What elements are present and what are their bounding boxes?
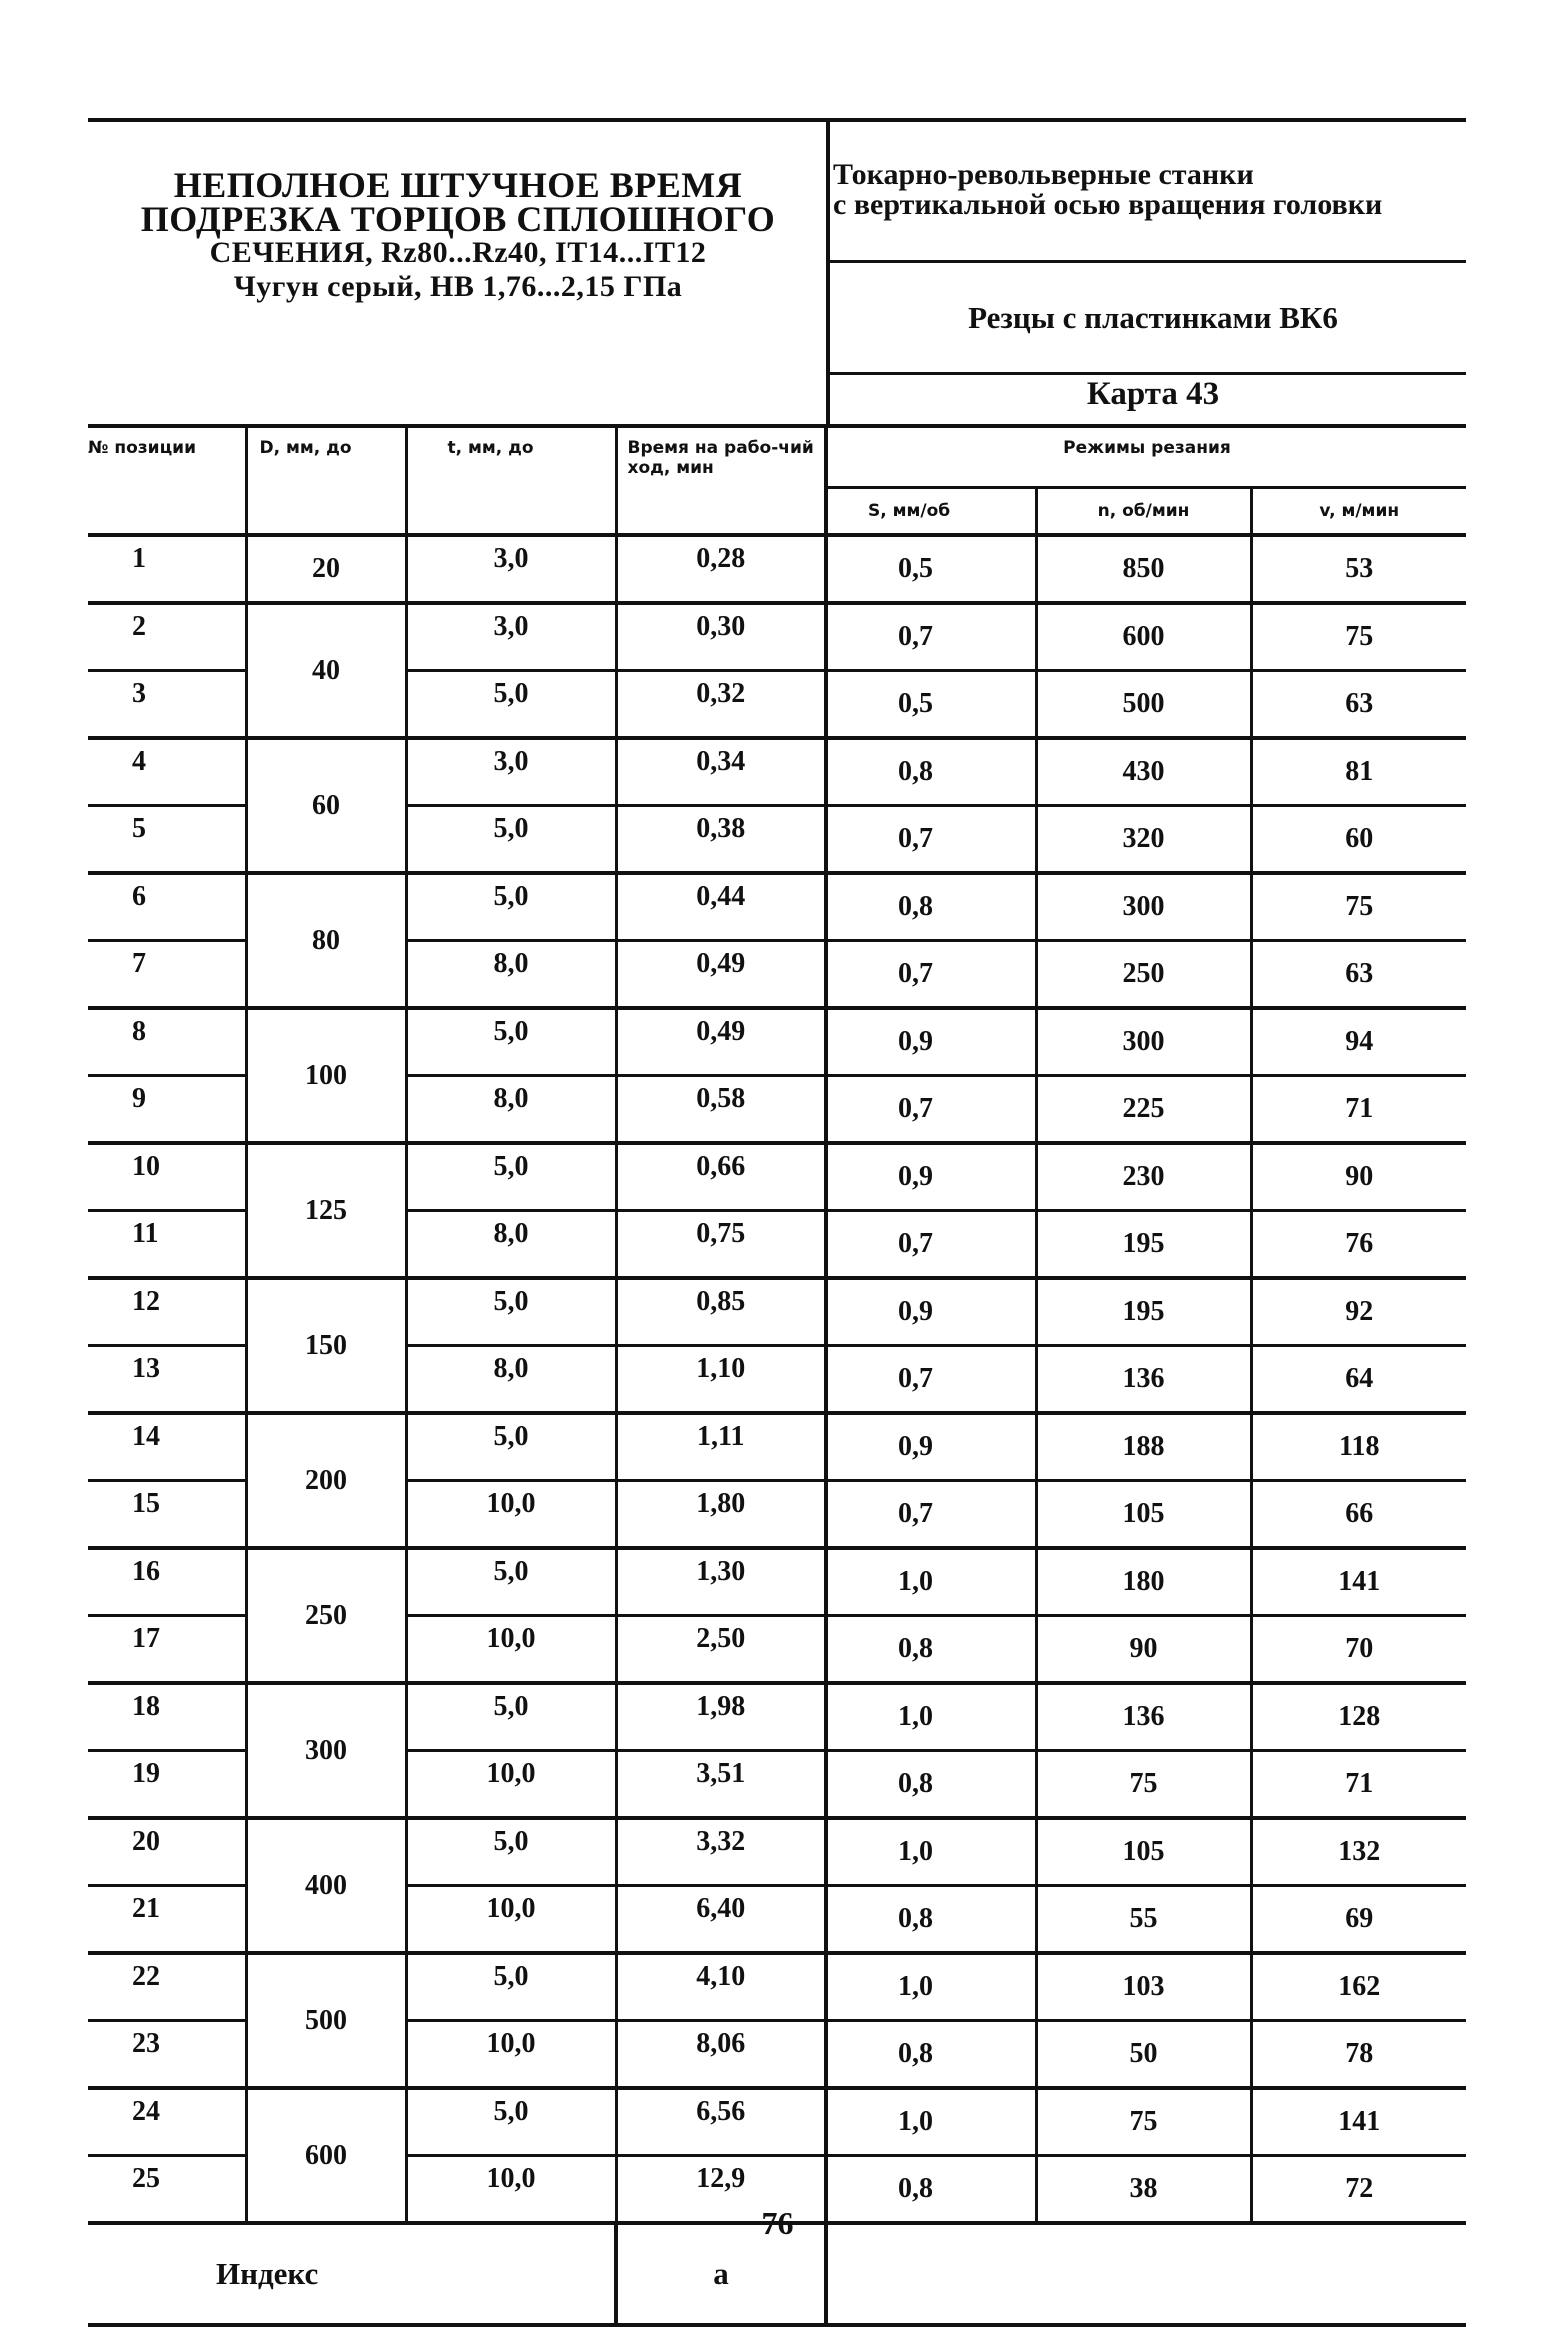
cell-speed: 90 bbox=[1251, 1143, 1466, 1211]
cell-feed: 0,8 bbox=[826, 1886, 1036, 1954]
cell-position: 7 bbox=[88, 941, 246, 1009]
cell-diameter: 600 bbox=[246, 2088, 406, 2223]
cell-rpm: 136 bbox=[1036, 1683, 1251, 1751]
cell-rpm: 75 bbox=[1036, 1751, 1251, 1819]
cell-speed: 81 bbox=[1251, 738, 1466, 806]
cell-position: 8 bbox=[88, 1008, 246, 1076]
col-rpm: n, об/мин bbox=[1036, 488, 1251, 536]
table-header-row bbox=[88, 426, 1466, 488]
cell-position: 18 bbox=[88, 1683, 246, 1751]
cell-diameter: 80 bbox=[246, 873, 406, 1008]
cell-feed: 0,7 bbox=[826, 1481, 1036, 1549]
cell-feed: 0,9 bbox=[826, 1143, 1036, 1211]
cell-diameter: 20 bbox=[246, 535, 406, 603]
cell-time: 4,10 bbox=[616, 1953, 826, 2021]
cell-rpm: 103 bbox=[1036, 1953, 1251, 2021]
cell-time: 1,10 bbox=[616, 1346, 826, 1414]
cutting-time-table bbox=[88, 424, 1466, 2327]
cell-speed: 92 bbox=[1251, 1278, 1466, 1346]
title-lines bbox=[88, 118, 828, 304]
cell-time: 0,44 bbox=[616, 873, 826, 941]
col-diameter: D, мм, до bbox=[246, 426, 406, 535]
cell-depth: 8,0 bbox=[406, 1076, 616, 1144]
cell-speed: 94 bbox=[1251, 1008, 1466, 1076]
cell-feed: 0,9 bbox=[826, 1413, 1036, 1481]
cell-depth: 3,0 bbox=[406, 738, 616, 806]
cell-time: 1,80 bbox=[616, 1481, 826, 1549]
cell-rpm: 180 bbox=[1036, 1548, 1251, 1616]
cell-depth: 10,0 bbox=[406, 1886, 616, 1954]
cell-speed: 75 bbox=[1251, 603, 1466, 671]
table-row bbox=[88, 2088, 1466, 2156]
cell-diameter: 150 bbox=[246, 1278, 406, 1413]
cell-rpm: 300 bbox=[1036, 1008, 1251, 1076]
cell-rpm: 75 bbox=[1036, 2088, 1251, 2156]
cell-speed: 69 bbox=[1251, 1886, 1466, 1954]
machine-line-1: Токарно-револьверные станки bbox=[833, 158, 1254, 191]
card-title bbox=[88, 118, 828, 423]
cell-rpm: 225 bbox=[1036, 1076, 1251, 1144]
cell-position: 23 bbox=[88, 2021, 246, 2089]
cell-depth: 5,0 bbox=[406, 2088, 616, 2156]
cell-time: 1,30 bbox=[616, 1548, 826, 1616]
table-row bbox=[88, 873, 1466, 941]
col-cutting-modes: Режимы резания bbox=[826, 426, 1466, 488]
title-line: ПОДРЕЗКА ТОРЦОВ СПЛОШНОГО bbox=[140, 199, 776, 239]
col-speed: v, м/мин bbox=[1251, 488, 1466, 536]
table-row bbox=[88, 535, 1466, 603]
cell-speed: 64 bbox=[1251, 1346, 1466, 1414]
cell-depth: 10,0 bbox=[406, 1751, 616, 1819]
cell-position: 21 bbox=[88, 1886, 246, 1954]
cell-speed: 71 bbox=[1251, 1076, 1466, 1144]
cell-speed: 76 bbox=[1251, 1211, 1466, 1279]
cell-depth: 3,0 bbox=[406, 535, 616, 603]
cell-rpm: 136 bbox=[1036, 1346, 1251, 1414]
table-row bbox=[88, 1008, 1466, 1076]
cell-time: 0,38 bbox=[616, 806, 826, 874]
cell-feed: 0,7 bbox=[826, 1076, 1036, 1144]
cell-feed: 1,0 bbox=[826, 2088, 1036, 2156]
cell-time: 0,49 bbox=[616, 1008, 826, 1076]
cell-rpm: 50 bbox=[1036, 2021, 1251, 2089]
cell-depth: 5,0 bbox=[406, 671, 616, 739]
col-position: № позиции bbox=[88, 426, 246, 535]
cell-position: 9 bbox=[88, 1076, 246, 1144]
cell-time: 0,85 bbox=[616, 1278, 826, 1346]
cell-speed: 63 bbox=[1251, 671, 1466, 739]
cell-rpm: 195 bbox=[1036, 1278, 1251, 1346]
cell-depth: 10,0 bbox=[406, 1616, 616, 1684]
title-line: НЕПОЛНОЕ ШТУЧНОЕ ВРЕМЯ bbox=[173, 165, 743, 205]
machine-type bbox=[833, 160, 1473, 220]
cell-depth: 8,0 bbox=[406, 1346, 616, 1414]
cell-feed: 0,7 bbox=[826, 806, 1036, 874]
cell-depth: 5,0 bbox=[406, 873, 616, 941]
cell-depth: 5,0 bbox=[406, 1413, 616, 1481]
cell-time: 1,11 bbox=[616, 1413, 826, 1481]
cell-time: 0,32 bbox=[616, 671, 826, 739]
col-time: Время на рабо-чий ход, мин bbox=[616, 426, 826, 535]
cell-depth: 5,0 bbox=[406, 1143, 616, 1211]
cell-rpm: 500 bbox=[1036, 671, 1251, 739]
cell-feed: 0,8 bbox=[826, 1751, 1036, 1819]
cell-rpm: 105 bbox=[1036, 1481, 1251, 1549]
cell-depth: 5,0 bbox=[406, 1818, 616, 1886]
cell-speed: 66 bbox=[1251, 1481, 1466, 1549]
cell-speed: 71 bbox=[1251, 1751, 1466, 1819]
cell-position: 3 bbox=[88, 671, 246, 739]
cell-depth: 10,0 bbox=[406, 2021, 616, 2089]
cell-rpm: 90 bbox=[1036, 1616, 1251, 1684]
cell-position: 20 bbox=[88, 1818, 246, 1886]
cell-feed: 0,8 bbox=[826, 2021, 1036, 2089]
cell-diameter: 100 bbox=[246, 1008, 406, 1143]
cell-rpm: 105 bbox=[1036, 1818, 1251, 1886]
cell-time: 3,32 bbox=[616, 1818, 826, 1886]
cell-diameter: 125 bbox=[246, 1143, 406, 1278]
cell-position: 5 bbox=[88, 806, 246, 874]
cell-position: 19 bbox=[88, 1751, 246, 1819]
cell-rpm: 188 bbox=[1036, 1413, 1251, 1481]
cell-feed: 0,5 bbox=[826, 671, 1036, 739]
cell-speed: 72 bbox=[1251, 2156, 1466, 2224]
cell-time: 0,30 bbox=[616, 603, 826, 671]
cell-position: 14 bbox=[88, 1413, 246, 1481]
cell-feed: 1,0 bbox=[826, 1818, 1036, 1886]
cell-feed: 1,0 bbox=[826, 1683, 1036, 1751]
cell-speed: 141 bbox=[1251, 1548, 1466, 1616]
cell-feed: 0,7 bbox=[826, 603, 1036, 671]
cell-feed: 1,0 bbox=[826, 1548, 1036, 1616]
cell-rpm: 300 bbox=[1036, 873, 1251, 941]
cell-position: 4 bbox=[88, 738, 246, 806]
table-row bbox=[88, 1278, 1466, 1346]
cell-feed: 1,0 bbox=[826, 1953, 1036, 2021]
cell-time: 0,58 bbox=[616, 1076, 826, 1144]
cell-depth: 5,0 bbox=[406, 1683, 616, 1751]
cell-speed: 53 bbox=[1251, 535, 1466, 603]
cell-feed: 0,9 bbox=[826, 1278, 1036, 1346]
cell-speed: 162 bbox=[1251, 1953, 1466, 2021]
cell-depth: 10,0 bbox=[406, 1481, 616, 1549]
table-body bbox=[88, 535, 1466, 2223]
cell-feed: 0,5 bbox=[826, 535, 1036, 603]
cell-rpm: 230 bbox=[1036, 1143, 1251, 1211]
cell-time: 0,28 bbox=[616, 535, 826, 603]
col-feed: S, мм/об bbox=[826, 488, 1036, 536]
cell-depth: 8,0 bbox=[406, 941, 616, 1009]
cell-diameter: 500 bbox=[246, 1953, 406, 2088]
cell-position: 17 bbox=[88, 1616, 246, 1684]
cell-time: 0,49 bbox=[616, 941, 826, 1009]
cell-position: 24 bbox=[88, 2088, 246, 2156]
cell-speed: 118 bbox=[1251, 1413, 1466, 1481]
cell-time: 6,56 bbox=[616, 2088, 826, 2156]
title-line: Чугун серый, НВ 1,76...2,15 ГПа bbox=[233, 270, 683, 303]
cell-diameter: 200 bbox=[246, 1413, 406, 1548]
header-rule-1 bbox=[830, 260, 1466, 263]
cell-position: 1 bbox=[88, 535, 246, 603]
cell-position: 25 bbox=[88, 2156, 246, 2224]
cell-time: 0,34 bbox=[616, 738, 826, 806]
table-row bbox=[88, 1683, 1466, 1751]
cell-position: 16 bbox=[88, 1548, 246, 1616]
cell-position: 10 bbox=[88, 1143, 246, 1211]
cell-rpm: 850 bbox=[1036, 535, 1251, 603]
cell-speed: 60 bbox=[1251, 806, 1466, 874]
cell-speed: 141 bbox=[1251, 2088, 1466, 2156]
cell-position: 12 bbox=[88, 1278, 246, 1346]
tool-label: Резцы с пластинками ВК6 bbox=[968, 300, 1338, 335]
cell-diameter: 400 bbox=[246, 1818, 406, 1953]
cell-rpm: 195 bbox=[1036, 1211, 1251, 1279]
cell-time: 3,51 bbox=[616, 1751, 826, 1819]
cell-diameter: 40 bbox=[246, 603, 406, 738]
cell-feed: 0,8 bbox=[826, 738, 1036, 806]
cell-diameter: 300 bbox=[246, 1683, 406, 1818]
cell-position: 13 bbox=[88, 1346, 246, 1414]
cell-speed: 132 bbox=[1251, 1818, 1466, 1886]
cell-position: 6 bbox=[88, 873, 246, 941]
header-rule-2 bbox=[830, 372, 1466, 375]
cell-depth: 5,0 bbox=[406, 1548, 616, 1616]
title-line: СЕЧЕНИЯ, Rz80...Rz40, IT14...IT12 bbox=[209, 236, 707, 269]
index-value: а bbox=[616, 2223, 826, 2325]
cell-depth: 5,0 bbox=[406, 806, 616, 874]
table-row bbox=[88, 738, 1466, 806]
cell-speed: 70 bbox=[1251, 1616, 1466, 1684]
cell-feed: 0,9 bbox=[826, 1008, 1036, 1076]
cell-feed: 0,8 bbox=[826, 2156, 1036, 2224]
cell-rpm: 600 bbox=[1036, 603, 1251, 671]
cell-rpm: 430 bbox=[1036, 738, 1251, 806]
cell-time: 6,40 bbox=[616, 1886, 826, 1954]
cell-rpm: 55 bbox=[1036, 1886, 1251, 1954]
cell-time: 8,06 bbox=[616, 2021, 826, 2089]
cell-time: 0,75 bbox=[616, 1211, 826, 1279]
cell-time: 1,98 bbox=[616, 1683, 826, 1751]
cell-time: 12,9 bbox=[616, 2156, 826, 2224]
index-label: Индекс bbox=[88, 2223, 616, 2325]
cell-depth: 5,0 bbox=[406, 1278, 616, 1346]
page-number: 76 bbox=[761, 2205, 794, 2241]
table-row bbox=[88, 1953, 1466, 2021]
table-row bbox=[88, 1548, 1466, 1616]
cell-feed: 0,8 bbox=[826, 1616, 1036, 1684]
cell-feed: 0,8 bbox=[826, 873, 1036, 941]
cell-time: 2,50 bbox=[616, 1616, 826, 1684]
cell-depth: 5,0 bbox=[406, 1953, 616, 2021]
cell-position: 2 bbox=[88, 603, 246, 671]
table-row bbox=[88, 1413, 1466, 1481]
table-row bbox=[88, 1143, 1466, 1211]
cell-feed: 0,7 bbox=[826, 941, 1036, 1009]
col-depth: t, мм, до bbox=[406, 426, 616, 535]
cell-position: 15 bbox=[88, 1481, 246, 1549]
cell-diameter: 250 bbox=[246, 1548, 406, 1683]
cell-depth: 5,0 bbox=[406, 1008, 616, 1076]
cell-speed: 128 bbox=[1251, 1683, 1466, 1751]
cell-speed: 75 bbox=[1251, 873, 1466, 941]
cell-feed: 0,7 bbox=[826, 1211, 1036, 1279]
cell-time: 0,66 bbox=[616, 1143, 826, 1211]
cell-diameter: 60 bbox=[246, 738, 406, 873]
cell-rpm: 250 bbox=[1036, 941, 1251, 1009]
cell-feed: 0,7 bbox=[826, 1346, 1036, 1414]
cell-position: 11 bbox=[88, 1211, 246, 1279]
cell-position: 22 bbox=[88, 1953, 246, 2021]
cell-rpm: 38 bbox=[1036, 2156, 1251, 2224]
cell-depth: 8,0 bbox=[406, 1211, 616, 1279]
cell-rpm: 320 bbox=[1036, 806, 1251, 874]
table-row bbox=[88, 603, 1466, 671]
machine-line-2: с вертикальной осью вращения головки bbox=[833, 188, 1383, 221]
table-row bbox=[88, 1818, 1466, 1886]
cell-depth: 10,0 bbox=[406, 2156, 616, 2224]
cell-speed: 78 bbox=[1251, 2021, 1466, 2089]
cell-depth: 3,0 bbox=[406, 603, 616, 671]
cell-speed: 63 bbox=[1251, 941, 1466, 1009]
card-number: Карта 43 bbox=[1086, 376, 1220, 412]
